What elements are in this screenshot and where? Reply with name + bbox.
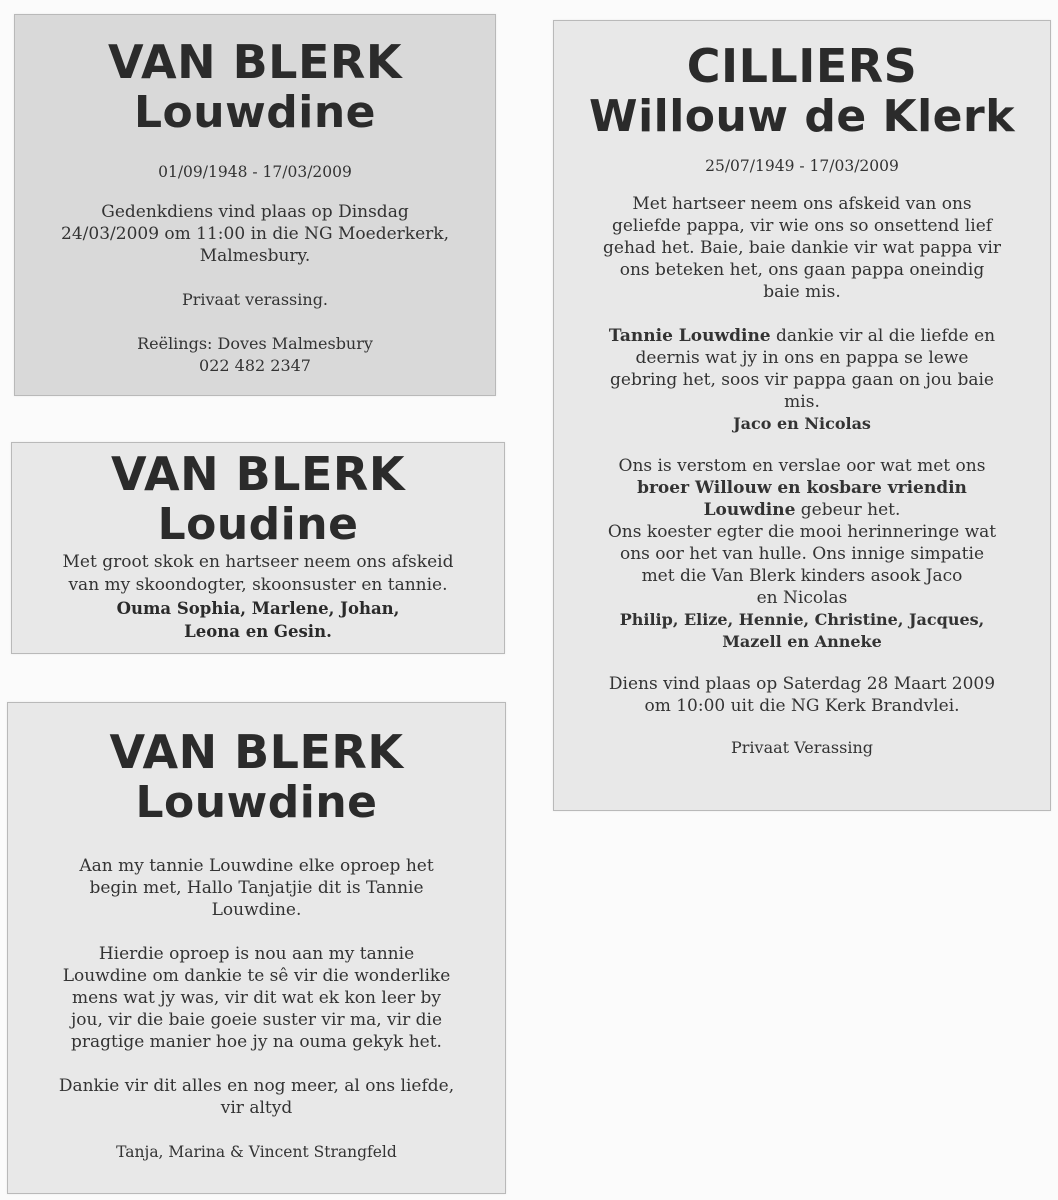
text-fragment: dankie vir al die liefde en <box>770 326 996 346</box>
cremation-text: Privaat verassing. <box>181 290 329 309</box>
death-notice-cilliers-willouw <box>553 20 1051 811</box>
notice-surname: VAN BLERK <box>108 35 402 89</box>
death-notice-van-blerk-loudine <box>11 442 505 654</box>
notice-signature: Tanja, Marina & Vincent Strangfeld <box>116 1143 397 1161</box>
text-line: Ons koester egter die mooi herinneringe wat <box>607 522 997 542</box>
text-fragment: gebeur het. <box>795 500 901 520</box>
text-line <box>554 325 1050 347</box>
cremation-text: Privaat Verassing <box>731 738 873 757</box>
text-line: Louwdine. <box>211 900 302 920</box>
text-line: om 10:00 uit die NG Kerk Brandvlei. <box>644 696 960 716</box>
death-notice-van-blerk-louwdine-2 <box>7 702 506 1194</box>
notice-surname: CILLIERS <box>686 39 918 93</box>
text-line: mis. <box>784 392 820 412</box>
notice-given-name: Willouw de Klerk <box>589 91 1015 142</box>
text-line: begin met, Hallo Tanjatjie dit is Tannie <box>89 878 424 898</box>
notice-dates: 01/09/1948 - 17/03/2009 <box>158 163 352 181</box>
notice-signature: Philip, Elize, Hennie, Christine, Jacques, <box>619 610 985 629</box>
notice-given-name: Loudine <box>157 499 359 550</box>
text-line: gebring het, soos vir pappa gaan on jou baie <box>610 370 994 390</box>
arrangements-line: Reëlings: Doves Malmesbury <box>137 334 373 353</box>
notice-surname: VAN BLERK <box>109 725 404 779</box>
text-line: pragtige manier hoe jy na ouma gekyk het. <box>71 1032 442 1052</box>
text-line: jou, vir die baie goeie suster vir ma, vir die <box>70 1010 443 1030</box>
notice-signature: Jaco en Nicolas <box>733 414 871 433</box>
notice-signature: Mazell en Anneke <box>722 632 882 651</box>
text-line: Ouma Sophia, Marlene, Johan, <box>116 599 400 618</box>
notice-paragraph <box>8 855 505 921</box>
text-line: van my skoondogter, skoonsuster en tannie. <box>68 575 448 595</box>
text-line: Louwdine om dankie te sê vir die wonderlike <box>62 966 451 986</box>
arrangements-text <box>15 333 495 377</box>
text-line: broer Willouw en kosbare vriendin <box>637 478 967 498</box>
notice-signature <box>12 597 504 643</box>
text-line: geliefde pappa, vir wie ons so onsettend lief <box>611 216 993 236</box>
notice-given-name: Louwdine <box>134 87 376 138</box>
text-line: 24/03/2009 om 11:00 in die NG Moederkerk, <box>61 224 449 244</box>
text-line: ons oor het van hulle. Ons innige simpatie <box>619 544 985 564</box>
text-line: Leona en Gesin. <box>184 622 332 641</box>
bold-name: Louwdine <box>703 500 796 520</box>
text-line: Aan my tannie Louwdine elke oproep het <box>79 856 434 876</box>
notice-paragraph <box>554 325 1050 435</box>
phone-number: 022 482 2347 <box>199 356 311 375</box>
notice-message <box>12 551 504 597</box>
text-line: vir altyd <box>220 1098 293 1118</box>
text-line: met die Van Blerk kinders asook Jaco <box>641 566 963 586</box>
text-line: Met groot skok en hartseer neem ons afskeid <box>62 552 454 572</box>
text-line: ons beteken het, ons gaan pappa oneindig <box>619 260 985 280</box>
bold-name: Tannie Louwdine <box>608 326 771 346</box>
notice-surname: VAN BLERK <box>111 447 405 501</box>
text-line: Dankie vir dit alles en nog meer, al ons liefde, <box>58 1076 455 1096</box>
text-line: baie mis. <box>763 282 841 302</box>
notice-paragraph <box>8 1075 505 1119</box>
memorial-service-text <box>15 201 495 267</box>
notice-given-name: Louwdine <box>135 777 378 828</box>
text-line: en Nicolas <box>756 588 848 608</box>
notice-paragraph <box>554 455 1050 653</box>
text-line: Met hartseer neem ons afskeid van ons <box>632 194 972 214</box>
text-line: deernis wat jy in ons en pappa se lewe <box>635 348 969 368</box>
notice-dates: 25/07/1949 - 17/03/2009 <box>705 157 899 175</box>
text-line: mens wat jy was, vir dit wat ek kon leer by <box>72 988 441 1008</box>
text-line <box>554 499 1050 521</box>
text-line: Gedenkdiens vind plaas op Dinsdag <box>101 202 409 222</box>
text-line: gehad het. Baie, baie dankie vir wat pappa vir <box>603 238 1001 258</box>
notice-paragraph <box>8 943 505 1053</box>
text-line: Malmesbury. <box>199 246 311 266</box>
text-line: Diens vind plaas op Saterdag 28 Maart 2009 <box>608 674 996 694</box>
text-line: Ons is verstom en verslae oor wat met ons <box>618 456 986 476</box>
notice-paragraph <box>554 193 1050 303</box>
service-text <box>554 673 1050 717</box>
text-line: Hierdie oproep is nou aan my tannie <box>98 944 415 964</box>
death-notice-van-blerk-louwdine-1 <box>14 14 496 396</box>
